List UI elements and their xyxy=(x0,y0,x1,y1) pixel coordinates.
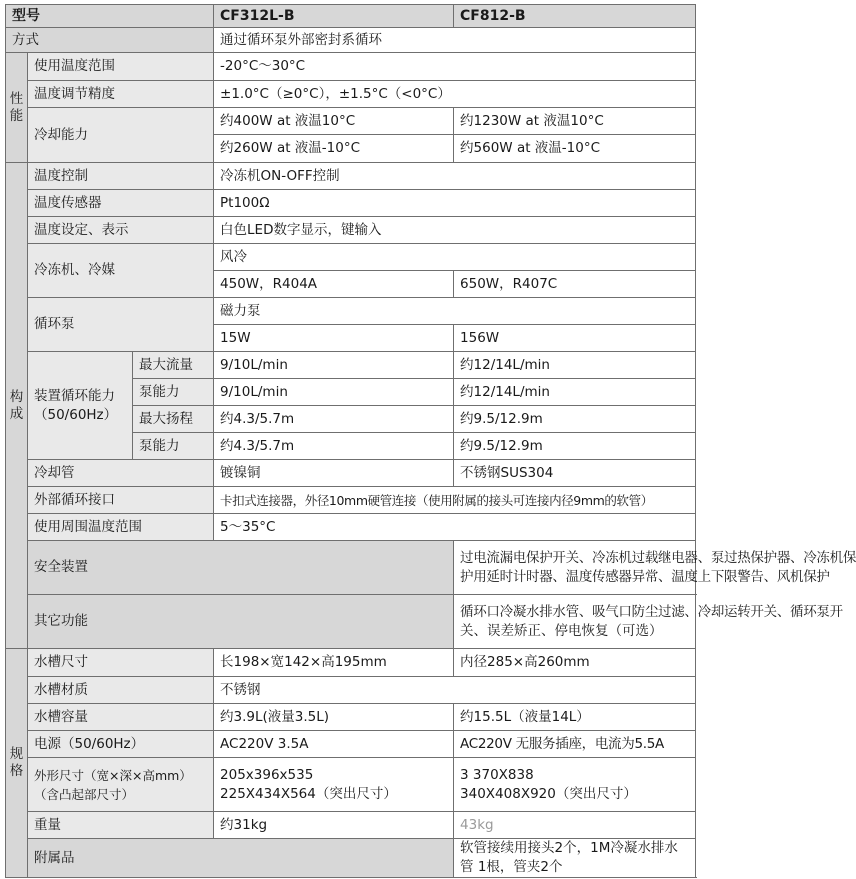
table-row xyxy=(6,812,696,839)
temp-control-label: 温度控制 xyxy=(28,163,214,190)
tank-material-value: 不锈钢 xyxy=(214,677,696,704)
refrigerator-label: 冷冻机、冷媒 xyxy=(28,244,214,298)
method-label: 方式 xyxy=(6,28,214,53)
pump-capacity-a: 9/10L/min xyxy=(214,379,454,406)
table-row xyxy=(6,839,696,878)
tank-size-b: 内径285×高260mm xyxy=(454,649,696,677)
table-row xyxy=(6,352,696,379)
table-row xyxy=(6,190,696,217)
pump-capacity-b: 约12/14L/min xyxy=(454,379,696,406)
construction-group-text: 构 成 xyxy=(9,388,24,422)
table-row xyxy=(6,649,696,677)
performance-group-text: 性 能 xyxy=(9,90,24,124)
table-row xyxy=(6,217,696,244)
cooling-b1: 约1230W at 液温10°C xyxy=(454,108,696,135)
dimensions-b xyxy=(454,758,696,812)
temp-precision-label: 温度调节精度 xyxy=(28,81,214,108)
tank-capacity-label: 水槽容量 xyxy=(28,704,214,731)
dimensions-b-line1: 3 370X838 xyxy=(460,766,534,783)
table-row xyxy=(6,460,696,487)
other-functions-value xyxy=(454,595,843,649)
weight-b: 43kg xyxy=(454,812,696,839)
pump-capacity-a: 约4.3/5.7m xyxy=(214,433,454,460)
specs-group-label xyxy=(6,649,28,878)
accessories-label: 附属品 xyxy=(28,839,454,878)
pump-capacity-sub-label: 泵能力 xyxy=(133,433,214,460)
table-row xyxy=(6,514,696,541)
safety-line-2: 护用延时计时器、温度传感器异常、温度上下限警告、风机保护 xyxy=(460,568,830,585)
table-row xyxy=(6,677,696,704)
accessories-value: 软管接续用接头2个，1M冷凝水排水管 1根，管夹2个 xyxy=(454,839,696,878)
ambient-temp-value: 5～35°C xyxy=(214,514,696,541)
table-row xyxy=(6,487,696,514)
safety-label: 安全装置 xyxy=(28,541,454,595)
pump-capacity-sub-label: 最大扬程 xyxy=(133,406,214,433)
table-row xyxy=(6,541,696,595)
power-label: 电源（50/60Hz） xyxy=(28,731,214,758)
cooling-pipe-label: 冷却管 xyxy=(28,460,214,487)
temp-display-label: 温度设定、表示 xyxy=(28,217,214,244)
dimensions-label-line1: 外形尺寸（宽×深×高mm） xyxy=(34,767,192,783)
table-row xyxy=(6,595,696,649)
refrigerator-b: 650W，R407C xyxy=(454,271,696,298)
temp-range-label: 使用温度范围 xyxy=(28,53,214,81)
cooling-capacity-label: 冷却能力 xyxy=(28,108,214,163)
pump-shared: 磁力泵 xyxy=(214,298,696,325)
construction-group-label xyxy=(6,163,28,649)
table-row xyxy=(6,163,696,190)
temp-range-value: -20°C～30°C xyxy=(214,53,696,81)
refrigerator-a: 450W，R404A xyxy=(214,271,454,298)
weight-a: 约31kg xyxy=(214,812,454,839)
pump-capacity-sub-label: 最大流量 xyxy=(133,352,214,379)
dimensions-a-line1: 205x396x535 xyxy=(220,766,314,783)
pump-a: 15W xyxy=(214,325,454,352)
tank-material-label: 水槽材质 xyxy=(28,677,214,704)
cooling-a2: 约260W at 液温-10°C xyxy=(214,135,454,163)
table-row xyxy=(6,81,696,108)
temp-sensor-value: Pt100Ω xyxy=(214,190,696,217)
temp-control-value: 冷冻机ON-OFF控制 xyxy=(214,163,696,190)
table-row xyxy=(6,298,696,325)
tank-capacity-a: 约3.9L(液量3.5L) xyxy=(214,704,454,731)
cooling-a1: 约400W at 液温10°C xyxy=(214,108,454,135)
temp-precision-value: ±1.0°C（≥0°C），±1.5°C（<0°C） xyxy=(214,81,696,108)
pump-capacity-sub-label: 泵能力 xyxy=(133,379,214,406)
power-a: AC220V 3.5A xyxy=(214,731,454,758)
model-b-header: CF812-B xyxy=(454,5,696,28)
table-row xyxy=(6,53,696,81)
pump-label: 循环泵 xyxy=(28,298,214,352)
specs-group-text: 规 格 xyxy=(9,746,24,779)
other-functions-label: 其它功能 xyxy=(28,595,454,649)
model-a-header: CF312L-B xyxy=(214,5,454,28)
performance-group-label xyxy=(6,53,28,163)
temp-display-value: 白色LED数字显示，键输入 xyxy=(214,217,696,244)
pump-capacity-b: 约9.5/12.9m xyxy=(454,406,696,433)
weight-label: 重量 xyxy=(28,812,214,839)
tank-size-label: 水槽尺寸 xyxy=(28,649,214,677)
table-row xyxy=(6,108,696,135)
cooling-pipe-a: 镀镍铜 xyxy=(214,460,454,487)
pump-b: 156W xyxy=(454,325,696,352)
safety-line-1: 过电流漏电保护开关、冷冻机过载继电器、泵过热保护器、冷冻机保 xyxy=(460,549,856,566)
header-row xyxy=(6,5,696,28)
tank-size-a: 长198×宽142×高195mm xyxy=(214,649,454,677)
pump-capacity-a: 约4.3/5.7m xyxy=(214,406,454,433)
table-row xyxy=(6,704,696,731)
dimensions-a xyxy=(214,758,454,812)
dimensions-label xyxy=(28,758,214,812)
table-row xyxy=(6,28,696,53)
pump-capacity-a: 9/10L/min xyxy=(214,352,454,379)
power-b: AC220V 无服务插座，电流为5.5A xyxy=(454,731,696,758)
external-port-label: 外部循环接口 xyxy=(28,487,214,514)
dimensions-label-line2: （含凸起部尺寸） xyxy=(34,786,135,802)
dimensions-b-line2: 340X408X920（突出尺寸） xyxy=(460,785,637,802)
pump-capacity-b: 约12/14L/min xyxy=(454,352,696,379)
pump-capacity-label xyxy=(28,352,133,460)
cooling-b2: 约560W at 液温-10°C xyxy=(454,135,696,163)
tank-capacity-b: 约15.5L（液量14L） xyxy=(454,704,696,731)
table-row xyxy=(6,731,696,758)
table-row xyxy=(6,758,696,812)
spec-table xyxy=(5,4,856,878)
other-line-2: 关、误差矫正、停电恢复（可选） xyxy=(460,622,663,639)
safety-value xyxy=(454,541,856,595)
pump-capacity-label-line1: 装置循环能力 xyxy=(34,387,115,404)
external-port-value: 卡扣式连接器，外径10mm硬管连接（使用附属的接头可连接内径9mm的软管） xyxy=(214,487,696,514)
pump-capacity-label-line2: （50/60Hz） xyxy=(34,406,118,423)
method-value: 通过循环泵外部密封系循环 xyxy=(214,28,696,53)
ambient-temp-label: 使用周围温度范围 xyxy=(28,514,214,541)
refrigerator-shared: 风冷 xyxy=(214,244,696,271)
pump-capacity-b: 约9.5/12.9m xyxy=(454,433,696,460)
temp-sensor-label: 温度传感器 xyxy=(28,190,214,217)
cooling-pipe-b: 不锈钢SUS304 xyxy=(454,460,696,487)
model-header-label: 型号 xyxy=(6,5,214,28)
table-row xyxy=(6,244,696,271)
other-line-1: 循环口冷凝水排水管、吸气口防尘过滤、冷却运转开关、循环泵开 xyxy=(460,603,843,620)
dimensions-a-line2: 225X434X564（突出尺寸） xyxy=(220,785,397,802)
